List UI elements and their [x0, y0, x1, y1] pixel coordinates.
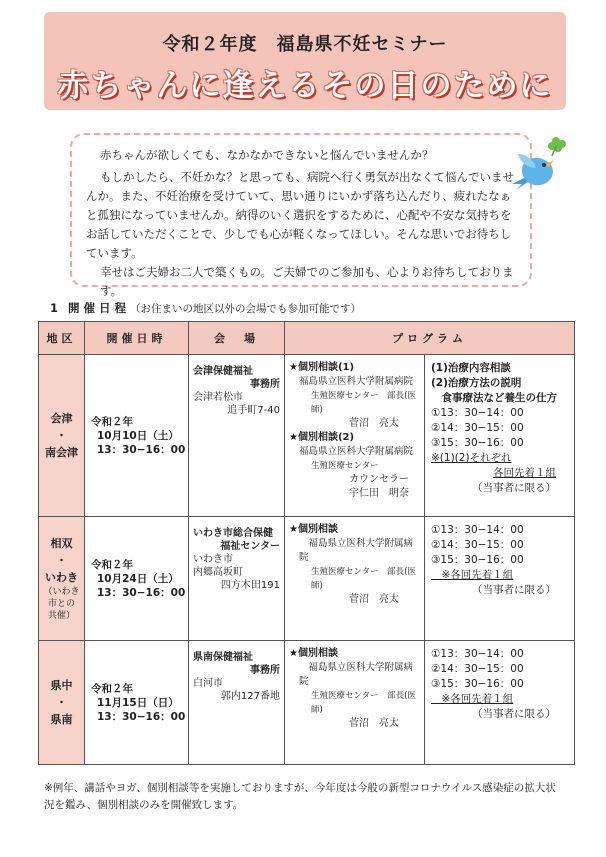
timeslot-cell	[425, 355, 575, 517]
timeslot-line: ①13：30−14：00	[431, 648, 524, 660]
header-area: 地区	[39, 322, 85, 355]
area-name: 会津	[50, 412, 73, 425]
program-line: ★個別相談(1)	[289, 362, 355, 373]
program-line: ★個別相談(2)	[289, 432, 355, 443]
venue-name: 事務所	[250, 665, 280, 676]
program-line: 生殖医療センター 部長(医師)	[311, 567, 416, 591]
datetime-line: 13：30−16：00	[97, 443, 186, 456]
timeslot-line: 食事療法など養生の仕方	[431, 392, 557, 404]
datetime-line: 10月24日（土）	[97, 572, 179, 585]
schedule-table	[38, 321, 575, 765]
program-line: 菅沼 亮太	[349, 418, 399, 429]
area-cell	[39, 517, 85, 641]
datetime-line: 10月10日（土）	[97, 429, 179, 442]
header-program: プログラム	[285, 322, 575, 355]
venue-name: いわき市総合保健	[193, 528, 273, 539]
area-cell	[39, 355, 85, 517]
timeslot-line: ※各回先着１組	[431, 693, 514, 705]
program-line: カウンセラー	[349, 474, 409, 485]
header-venue: 会 場	[189, 322, 285, 355]
timeslot-line: ②14：30−15：00	[431, 539, 524, 551]
venue-cell	[189, 355, 285, 517]
area-note: （いわき	[43, 587, 80, 597]
area-name: 県中	[50, 679, 73, 692]
program-line: 生殖医療センター	[311, 461, 379, 471]
timeslot-line: (2)治療方法の説明	[431, 377, 522, 389]
timeslot-line: ①13：30−14：00	[431, 407, 524, 419]
section-note: （お住まいの地区以外の会場でも参加可能です）	[130, 303, 362, 315]
datetime-line: 令和２年	[91, 558, 133, 571]
bluebird-with-clover-icon	[508, 132, 570, 194]
venue-name: 福祉センター	[220, 541, 280, 552]
intro-box	[70, 133, 532, 298]
program-line: 福島県立医科大学附属病院	[299, 446, 414, 457]
area-name: 南会津	[45, 446, 78, 459]
timeslot-line: (1)治療内容相談	[431, 362, 511, 374]
datetime-cell	[85, 641, 189, 765]
area-name: 県南	[50, 713, 73, 726]
venue-address: 内郷高坂町	[193, 567, 243, 578]
timeslot-line: ※(1)(2)それぞれ	[431, 452, 512, 464]
area-note: 共催）	[47, 611, 75, 621]
program-line: 菅沼 亮太	[349, 594, 399, 605]
datetime-cell	[85, 517, 189, 641]
timeslot-cell	[425, 517, 575, 641]
area-name: ・	[56, 554, 67, 567]
area-name: ・	[56, 696, 67, 709]
datetime-line: 11月15日（日）	[97, 696, 179, 709]
venue-name: 事務所	[250, 379, 280, 390]
section-title: 開催日程	[68, 301, 131, 315]
footer-note: ※例年、講話やヨガ、個別相談等を実施しておりますが、今年度は今般の新型コロナウイルス感染症の拡大状況を鑑み、個別相談のみを開催致します。	[44, 782, 556, 811]
program-cell	[285, 355, 425, 517]
datetime-cell	[85, 355, 189, 517]
venue-address: 追手町7-40	[227, 405, 280, 416]
program-cell	[285, 641, 425, 765]
timeslot-line: ※各回先着１組	[431, 569, 514, 581]
seminar-title: 赤ちゃんに逢えるその日のために	[57, 68, 553, 104]
venue-cell	[189, 517, 285, 641]
seminar-subtitle: 令和２年度 福島県不妊セミナー	[162, 34, 448, 55]
timeslot-line: ②14：30−15：00	[431, 422, 524, 434]
venue-address: 白河市	[193, 678, 223, 689]
timeslot-line: （当事者に限る）	[472, 482, 557, 494]
table-header-row	[39, 322, 575, 355]
table-row	[39, 355, 575, 517]
datetime-line: 13：30−16：00	[97, 586, 186, 599]
datetime-line: 13：30−16：00	[97, 710, 186, 723]
venue-cell	[189, 641, 285, 765]
table-row	[39, 517, 575, 641]
timeslot-line: ③15：30−16：00	[431, 554, 524, 566]
area-name: 相双	[50, 537, 73, 550]
venue-name: 会津保健福祉	[193, 366, 253, 377]
program-line: 福島県立医科大学附属病院	[299, 662, 414, 687]
datetime-line: 令和２年	[91, 682, 133, 695]
program-line: 生殖医療センター 部長(医師)	[311, 691, 416, 715]
area-note: 市との	[47, 599, 75, 609]
program-line: 福島県立医科大学附属病院	[299, 376, 414, 387]
venue-name: 県南保健福祉	[193, 652, 253, 663]
timeslot-line: ②14：30−15：00	[431, 663, 524, 675]
program-line: 菅沼 亮太	[349, 718, 399, 729]
program-line: ★個別相談	[289, 648, 338, 659]
venue-address: いわき市	[193, 554, 233, 565]
program-line: 生殖医療センター 部長(医師)	[311, 391, 416, 415]
section-heading	[50, 300, 361, 316]
title-banner	[44, 12, 566, 110]
program-line: 福島県立医科大学附属病院	[299, 538, 414, 563]
area-cell	[39, 641, 85, 765]
intro-paragraph-1: 赤ちゃんが欲しくても、なかなかできないと悩んでいませんか？	[100, 148, 434, 162]
venue-address: 会津若松市	[193, 392, 243, 403]
venue-address: 四方木田191	[220, 580, 280, 591]
timeslot-cell	[425, 641, 575, 765]
section-number: 1	[50, 301, 59, 315]
timeslot-line: 各回先着１組	[493, 467, 557, 479]
program-line: 宇仁田 明奈	[349, 488, 409, 499]
program-cell	[285, 517, 425, 641]
program-line: ★個別相談	[289, 524, 338, 535]
table-row	[39, 641, 575, 765]
area-name: いわき	[45, 571, 78, 584]
venue-address: 郭内127番地	[220, 691, 280, 702]
timeslot-line: ③15：30−16：00	[431, 678, 524, 690]
timeslot-line: （当事者に限る）	[472, 584, 557, 596]
header-datetime: 開催日時	[85, 322, 189, 355]
timeslot-line: ①13：30−14：00	[431, 524, 524, 536]
intro-paragraph-2: もしかしたら、不妊かな？と思っても、病院へ行く勇気が出なくて悩んでいませんか。また、不妊治療を受けていて、思い通りにいかず落ち込んだり、疲れたなぁと孤独になっていませんか。納得のいく選択をするために、心配や不安な気持ちをお話していただくことで、少しでも心が軽くなってほしい。そんな思いでお待ちしています。	[86, 170, 514, 260]
datetime-line: 令和２年	[91, 415, 133, 428]
area-name: ・	[56, 429, 67, 442]
intro-paragraph-3: 幸せはご夫婦お二人で築くもの。ご夫婦でのご参加も、心よりお待ちしております。	[100, 265, 514, 298]
timeslot-line: ③15：30−16：00	[431, 437, 524, 449]
timeslot-line: （当事者に限る）	[472, 708, 557, 720]
